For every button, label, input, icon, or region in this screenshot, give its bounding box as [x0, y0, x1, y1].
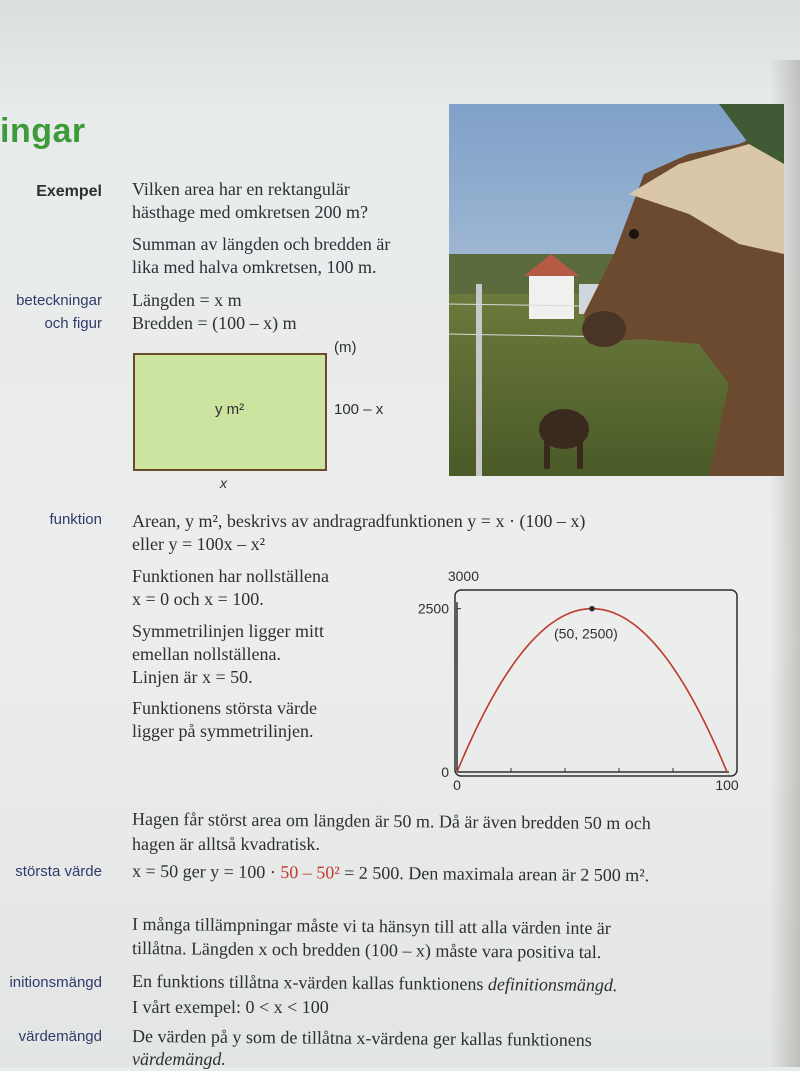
margin-label-vardemangd: värdemängd [18, 1028, 102, 1045]
margin-label-och-figur: och figur [44, 315, 102, 332]
definition-example: I vårt exempel: 0 < x < 100 [132, 997, 329, 1017]
max-calculation [132, 860, 649, 888]
zeros-line-1: Funktionen har nollställena [132, 566, 329, 586]
function-description-line-1: Arean, y m², beskrivs av andragradfunktionen y = x · (100 – x) [132, 511, 586, 531]
conclusion-line-1: Hagen får störst area om längden är 50 m. Då är även bredden 50 m och [131, 808, 651, 834]
definition-line-1 [132, 970, 618, 997]
vertex-annotation: (50, 2500) [554, 625, 618, 642]
x-tick-label: 100 [715, 777, 739, 793]
function-description-line-2: eller y = 100x – x² [132, 534, 266, 554]
y-tick-label: 0 [441, 764, 449, 780]
figure-unit-label: (m) [334, 339, 357, 356]
max-value-line-1: Funktionens största värde [132, 698, 317, 718]
example-sum-line-1: Summan av längden och bredden är [132, 234, 391, 254]
margin-label-funktion: funktion [49, 511, 102, 528]
conclusion-line-2: hagen är alltså kvadratisk. [132, 834, 320, 854]
x-tick-label: 0 [453, 777, 461, 793]
calc-suffix: = 2 500. Den maximala arean är 2 500 m². [339, 862, 650, 886]
domain-intro-line-1: I många tillämpningar måste vi ta hänsyn till att alla värden inte är [131, 913, 611, 939]
definition-text: En funktions tillåtna x-värden kallas funktionens [131, 970, 489, 994]
y-tick-label: 2500 [417, 600, 449, 617]
parabola-chart [400, 560, 745, 800]
margin-label-storsta-varde: största värde [15, 863, 102, 880]
horse-photo [449, 104, 784, 476]
notation-length: Längden = x m [132, 290, 242, 310]
margin-label-beteckningar: beteckningar [16, 292, 102, 309]
chart-frame [455, 590, 737, 776]
calc-prefix: x = 50 ger y = 100 · [131, 860, 281, 883]
pasture-rectangle [133, 353, 327, 471]
example-question-line-2: hästhage med omkretsen 200 m? [132, 202, 368, 222]
example-sum-line-2: lika med halva omkretsen, 100 m. [132, 257, 377, 277]
max-value-line-2: ligger på symmetrilinjen. [132, 721, 314, 741]
vertex-point [589, 606, 595, 612]
symmetry-line-3: Linjen är x = 50. [132, 667, 253, 687]
y-tick-label: 3000 [447, 568, 479, 584]
range-line-1: De värden på y som de tillåtna x-värdena ger kallas funktionens [131, 1025, 592, 1051]
length-side-label: x [220, 475, 227, 491]
zeros-line-2: x = 0 och x = 100. [132, 589, 264, 609]
notation-width: Bredden = (100 – x) m [132, 313, 297, 333]
margin-label-definitionsmangd: initionsmängd [9, 974, 102, 991]
section-heading: ingar [0, 112, 86, 150]
example-question-line-1: Vilken area har en rektangulär [132, 179, 350, 199]
area-label: y m² [215, 401, 245, 418]
symmetry-line-2: emellan nollställena. [132, 644, 281, 664]
margin-label-exempel: Exempel [36, 183, 102, 200]
domain-intro-line-2: tillåtna. Längden x och bredden (100 – x) måste vara positiva tal. [131, 937, 602, 963]
calc-highlight: 50 – 50² [280, 862, 340, 883]
symmetry-line-1: Symmetrilinjen ligger mitt [132, 621, 324, 641]
range-line-2: värdemängd. [132, 1049, 226, 1069]
definition-term: definitionsmängd. [487, 973, 618, 996]
width-side-label: 100 – x [334, 401, 384, 418]
